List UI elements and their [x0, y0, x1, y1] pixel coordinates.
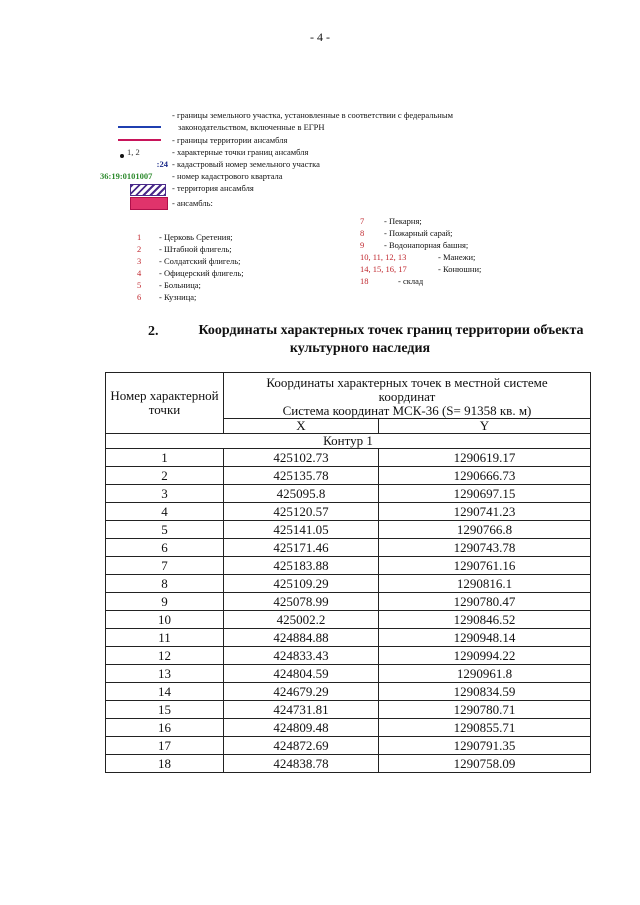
dot-icon — [120, 154, 124, 158]
table-row — [106, 611, 591, 629]
x-coordinate-cell: 424731.81 — [224, 701, 379, 719]
hatch-pattern-symbol — [130, 184, 166, 196]
legend-text: - кадастровый номер земельного участка — [172, 159, 320, 169]
y-coordinate-cell: 1290791.35 — [379, 737, 591, 755]
y-coordinate-cell: 1290816.1 — [379, 575, 591, 593]
legend-row-parcel-boundary — [100, 110, 540, 122]
ensemble-fill-symbol — [130, 197, 168, 210]
section-number: 2. — [148, 324, 159, 339]
x-coordinate-cell: 425095.8 — [224, 485, 379, 503]
legend-row-territory — [100, 183, 540, 195]
point-number-cell: 7 — [106, 557, 224, 575]
point-number-cell: 17 — [106, 737, 224, 755]
table-row — [106, 755, 591, 773]
table-row — [106, 737, 591, 755]
point-number-cell: 12 — [106, 647, 224, 665]
point-number-cell: 9 — [106, 593, 224, 611]
x-coordinate-cell: 424804.59 — [224, 665, 379, 683]
y-coordinate-cell: 1290994.22 — [379, 647, 591, 665]
x-coordinate-cell: 424833.43 — [224, 647, 379, 665]
cadastral-symbol: :24 — [156, 159, 168, 169]
list-item: 14, 15, 16, 17 - Конюшни; — [360, 264, 482, 274]
y-coordinate-cell: 1290758.09 — [379, 755, 591, 773]
buildings-list-left — [137, 231, 244, 303]
y-coordinate-cell: 1290961.8 — [379, 665, 591, 683]
x-coordinate-cell: 425183.88 — [224, 557, 379, 575]
buildings-list-right — [360, 215, 481, 287]
point-number-cell: 8 — [106, 575, 224, 593]
list-item: 18 - склад — [360, 276, 424, 286]
table-row — [106, 719, 591, 737]
quarter-symbol: 36:19:0101007 — [100, 171, 153, 181]
y-coordinate-cell: 1290780.71 — [379, 701, 591, 719]
table-row — [106, 557, 591, 575]
table-row — [106, 521, 591, 539]
point-number-cell: 15 — [106, 701, 224, 719]
coordinates-header: Координаты характерных точек в местной системе координат Система координат МСК-36 (S= 91358 кв. м) — [224, 373, 591, 419]
point-number-cell: 14 — [106, 683, 224, 701]
y-coordinate-cell: 1290948.14 — [379, 629, 591, 647]
point-number-cell: 4 — [106, 503, 224, 521]
table-row — [106, 467, 591, 485]
y-coordinate-cell: 1290743.78 — [379, 539, 591, 557]
list-item: 2 - Штабной флигель; — [137, 244, 232, 254]
x-coordinate-cell: 424884.88 — [224, 629, 379, 647]
table-row — [106, 629, 591, 647]
section-title-line1: Координаты характерных точек границ территории объекта — [198, 323, 584, 338]
y-coordinate-cell: 1290834.59 — [379, 683, 591, 701]
table-row — [106, 485, 591, 503]
list-item: 4 - Офицерский флигель; — [137, 268, 244, 278]
x-coordinate-cell: 424809.48 — [224, 719, 379, 737]
point-number-cell: 11 — [106, 629, 224, 647]
legend-row-quarter — [100, 171, 540, 183]
table-row — [106, 539, 591, 557]
table-body — [106, 449, 591, 773]
table-row — [106, 503, 591, 521]
x-coordinate-cell: 425141.05 — [224, 521, 379, 539]
point-number-cell: 5 — [106, 521, 224, 539]
x-coordinate-cell: 424838.78 — [224, 755, 379, 773]
x-coordinate-cell: 424679.29 — [224, 683, 379, 701]
x-coordinate-cell: 425171.46 — [224, 539, 379, 557]
x-coordinate-cell: 425120.57 — [224, 503, 379, 521]
x-coordinate-cell: 425135.78 — [224, 467, 379, 485]
coordinates-table — [105, 372, 591, 773]
list-item: 3 - Солдатский флигель; — [137, 256, 241, 266]
table-row — [106, 449, 591, 467]
y-coordinate-cell: 1290666.73 — [379, 467, 591, 485]
legend-row-points — [100, 147, 540, 159]
page-number: - 4 - — [310, 30, 330, 44]
legend-row-parcel-boundary-cont — [100, 122, 540, 134]
table-row — [106, 665, 591, 683]
section-title — [130, 322, 590, 358]
pink-line-symbol — [118, 139, 161, 141]
legend-row-cadastral-number — [100, 159, 540, 171]
table-row — [106, 575, 591, 593]
y-coordinate-cell: 1290761.16 — [379, 557, 591, 575]
point-number-header: Номер характерной точки — [106, 373, 224, 434]
y-coordinate-cell: 1290780.47 — [379, 593, 591, 611]
list-item: 10, 11, 12, 13 - Манежи; — [360, 252, 476, 262]
y-header: Y — [379, 419, 591, 434]
y-coordinate-cell: 1290741.23 — [379, 503, 591, 521]
section-title-line2: культурного наследия — [289, 341, 431, 356]
point-number-cell: 1 — [106, 449, 224, 467]
y-coordinate-cell: 1290697.15 — [379, 485, 591, 503]
table-row — [106, 647, 591, 665]
table-row — [106, 701, 591, 719]
point-number-cell: 6 — [106, 539, 224, 557]
point-symbol: 1, 2 — [120, 147, 140, 158]
y-coordinate-cell: 1290855.71 — [379, 719, 591, 737]
y-coordinate-cell: 1290619.17 — [379, 449, 591, 467]
y-coordinate-cell: 1290846.52 — [379, 611, 591, 629]
x-coordinate-cell: 424872.69 — [224, 737, 379, 755]
table-row — [106, 683, 591, 701]
x-coordinate-cell: 425109.29 — [224, 575, 379, 593]
legend-text: - характерные точки границ ансамбля — [172, 147, 309, 157]
list-item: 5 - Больница; — [137, 280, 201, 290]
point-number-cell: 18 — [106, 755, 224, 773]
x-coordinate-cell: 425002.2 — [224, 611, 379, 629]
legend-text: - границы земельного участка, установленные в соответствии с федеральным — [172, 110, 453, 120]
point-number-cell: 13 — [106, 665, 224, 683]
legend-row-ensemble — [100, 196, 540, 208]
x-header: X — [224, 419, 379, 434]
y-coordinate-cell: 1290766.8 — [379, 521, 591, 539]
point-number-cell: 10 — [106, 611, 224, 629]
list-item: 9 - Водонапорная башня; — [360, 240, 469, 250]
list-item: 7 - Пекарня; — [360, 216, 422, 226]
legend-text: законодательством, включенные в ЕГРН — [178, 122, 325, 132]
point-number-cell: 16 — [106, 719, 224, 737]
legend-row-ensemble-boundary — [100, 135, 540, 147]
list-item: 8 - Пожарный сарай; — [360, 228, 453, 238]
legend-text: - номер кадастрового квартала — [172, 171, 283, 181]
legend-text: - границы территории ансамбля — [172, 135, 288, 145]
x-coordinate-cell: 425102.73 — [224, 449, 379, 467]
list-item: 1 - Церковь Сретения; — [137, 232, 233, 242]
x-coordinate-cell: 425078.99 — [224, 593, 379, 611]
table-row — [106, 593, 591, 611]
contour-label: Контур 1 — [106, 434, 591, 449]
legend-text: - ансамбль: — [172, 198, 213, 208]
legend-text: - территория ансамбля — [172, 183, 254, 193]
point-number-cell: 2 — [106, 467, 224, 485]
list-item: 6 - Кузница; — [137, 292, 197, 302]
point-number-cell: 3 — [106, 485, 224, 503]
